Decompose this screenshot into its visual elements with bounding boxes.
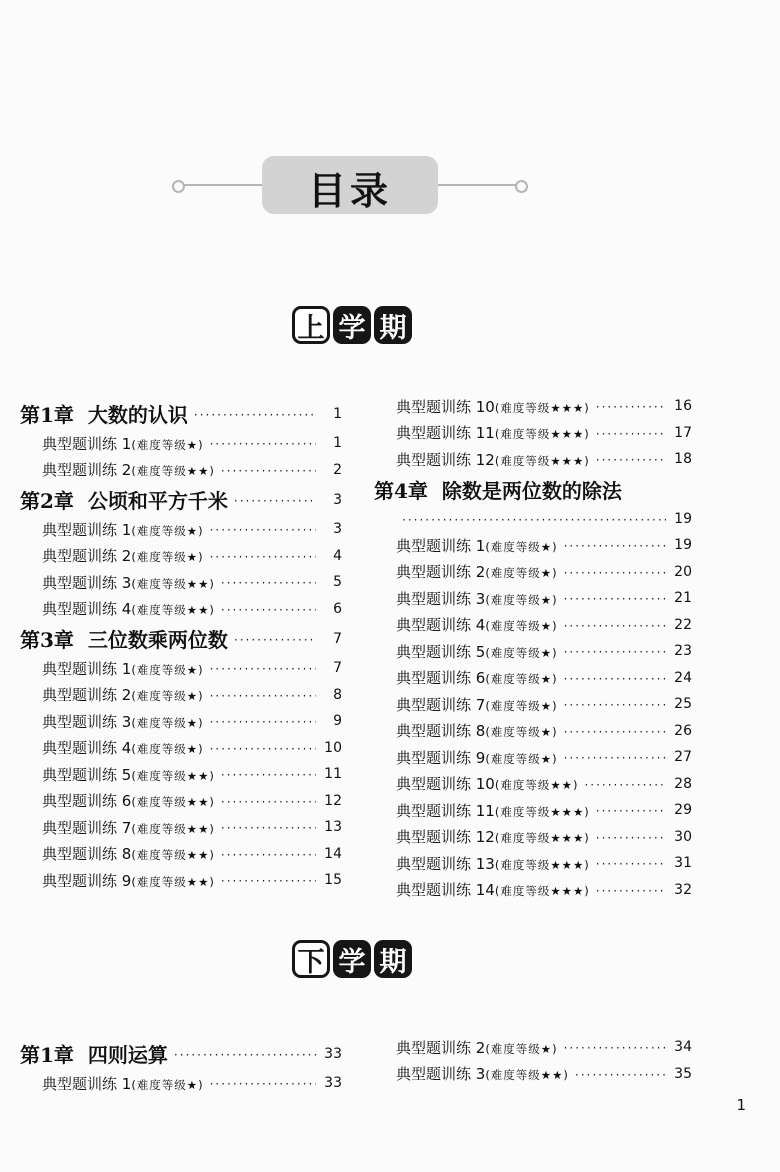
item-title: [396, 773, 578, 794]
difficulty-label: (难度等级★): [131, 689, 204, 704]
page-ref: 30: [674, 828, 692, 845]
dot-leader: [564, 645, 666, 657]
page-ref: 4: [333, 547, 342, 564]
page-ref: 34: [674, 1039, 692, 1056]
toc-item-row: [20, 841, 342, 868]
title-box: [262, 156, 438, 214]
item-name: 典型题训练 3: [396, 589, 486, 608]
toc-item-row: [374, 797, 692, 824]
dot-leader: [221, 464, 316, 476]
toc-item-row: [374, 718, 692, 745]
page-ref: 35: [674, 1065, 692, 1082]
difficulty-label: (难度等级★): [131, 715, 204, 730]
toc-item-row: [374, 1034, 692, 1061]
item-name: 典型题训练 8: [42, 845, 132, 864]
dot-leader: [596, 884, 666, 896]
page-ref: 31: [674, 855, 692, 872]
page-ref: 19: [674, 537, 692, 554]
toc-item-row: [374, 612, 692, 639]
page-ref: 32: [674, 881, 692, 898]
item-name: 典型题训练 7: [42, 818, 132, 837]
item-title: [42, 459, 215, 480]
item-name: 典型题训练 7: [396, 695, 486, 714]
difficulty-label: (难度等级★★★): [494, 427, 590, 442]
toc-column-upper-right: [374, 393, 692, 903]
difficulty-label: (难度等级★): [131, 437, 204, 452]
item-name: 典型题训练 5: [42, 765, 132, 784]
difficulty-label: (难度等级★★★): [494, 453, 590, 468]
dot-leader: [210, 1077, 316, 1089]
item-name: 典型题训练 2: [396, 563, 486, 582]
toc-item-row: [20, 516, 342, 543]
item-name: 典型题训练 10: [396, 397, 495, 416]
item-title: [396, 1063, 569, 1084]
item-title: [42, 598, 215, 619]
semester-char: 期: [374, 940, 412, 978]
page-ref: 15: [324, 872, 342, 889]
dot-leader: [234, 633, 316, 645]
difficulty-label: (难度等级★): [485, 672, 558, 687]
page-ref: 7: [333, 660, 342, 677]
page-ref: 11: [324, 766, 342, 783]
dot-leader: [564, 725, 666, 737]
dot-leader: [234, 494, 316, 506]
dot-leader: [564, 672, 666, 684]
dot-leader: [564, 619, 666, 631]
toc-item-row: [20, 788, 342, 815]
page-ref: 6: [333, 600, 342, 617]
item-name: 典型题训练 3: [396, 1065, 486, 1084]
title-rule-left: [182, 184, 272, 186]
toc-chapter-row: [20, 397, 342, 430]
difficulty-label: (难度等级★★): [131, 464, 215, 479]
dot-leader: [596, 453, 666, 465]
item-name: 典型题训练 4: [42, 739, 132, 758]
page-title: 目录: [307, 169, 392, 213]
toc-item-row: [374, 393, 692, 420]
difficulty-label: (难度等级★★): [485, 1068, 569, 1083]
page-ref: 27: [674, 749, 692, 766]
dot-leader: [221, 576, 316, 588]
item-name: 典型题训练 4: [42, 600, 132, 619]
dot-leader: [210, 550, 316, 562]
toc-item-row: [20, 761, 342, 788]
item-title: [42, 519, 204, 540]
toc-column-upper-left: [20, 397, 342, 894]
difficulty-label: (难度等级★): [131, 1077, 204, 1092]
item-title: [42, 870, 215, 891]
item-name: 典型题训练 14: [396, 881, 495, 900]
difficulty-label: (难度等级★): [485, 619, 558, 634]
item-name: 典型题训练 12: [396, 450, 495, 469]
item-name: 典型题训练 1: [42, 434, 132, 453]
difficulty-label: (难度等级★): [131, 523, 204, 538]
semester-char: 学: [333, 940, 371, 978]
semester-header-lower: [292, 940, 412, 978]
dot-leader: [596, 804, 666, 816]
difficulty-label: (难度等级★★): [494, 778, 579, 793]
toc-item-row: [20, 596, 342, 623]
difficulty-label: (难度等级★★★): [494, 804, 590, 819]
item-title: [396, 449, 590, 470]
item-name: 典型题训练 9: [42, 871, 132, 890]
difficulty-label: (难度等级★★): [131, 768, 215, 783]
item-title: [396, 1037, 558, 1058]
difficulty-label: (难度等级★): [485, 751, 558, 766]
toc-item-row: [374, 532, 692, 559]
item-title: [396, 535, 558, 556]
item-title: [396, 396, 590, 417]
page-ref: 33: [324, 1045, 342, 1062]
toc-item-row: [20, 430, 342, 457]
difficulty-label: (难度等级★★★): [494, 857, 590, 872]
item-name: 典型题训练 3: [42, 573, 132, 592]
dot-leader: [221, 795, 316, 807]
toc-column-lower-right: [374, 1034, 692, 1087]
page-ref: 19: [674, 510, 692, 527]
title-ornament-right: [515, 180, 528, 193]
page-ref: 3: [333, 521, 342, 538]
item-name: 典型题训练 1: [396, 536, 486, 555]
item-title: [42, 843, 215, 864]
chapter-number: 第2章: [20, 489, 74, 513]
chapter-name: 大数的认识: [87, 403, 188, 427]
difficulty-label: (难度等级★): [485, 725, 558, 740]
difficulty-label: (难度等级★★★): [494, 884, 590, 899]
toc-continuation-row: [374, 506, 692, 533]
item-title: [42, 1073, 204, 1094]
item-title: [396, 561, 558, 582]
toc-chapter-row: [20, 1037, 342, 1070]
dot-leader: [210, 689, 316, 701]
toc-item-row: [374, 559, 692, 586]
page-number: 1: [736, 1096, 746, 1114]
chapter-number: 第1章: [20, 403, 74, 427]
item-name: 典型题训练 10: [396, 775, 495, 794]
page-ref: 3: [333, 491, 342, 508]
toc-item-row: [374, 585, 692, 612]
toc-item-row: [20, 655, 342, 682]
page-ref: 9: [333, 713, 342, 730]
page-ref: 13: [324, 819, 342, 836]
page-ref: 8: [333, 686, 342, 703]
page-ref: 12: [324, 792, 342, 809]
item-name: 典型题训练 13: [396, 854, 495, 873]
item-name: 典型题训练 6: [42, 792, 132, 811]
item-name: 典型题训练 1: [42, 1074, 132, 1093]
item-name: 典型题训练 2: [42, 461, 132, 480]
item-name: 典型题训练 1: [42, 659, 132, 678]
item-name: 典型题训练 11: [396, 801, 495, 820]
difficulty-label: (难度等级★★): [131, 874, 215, 889]
item-name: 典型题训练 2: [42, 547, 132, 566]
dot-leader: [210, 662, 316, 674]
dot-leader: [596, 857, 666, 869]
page-ref: 33: [324, 1075, 342, 1092]
toc-item-row: [20, 708, 342, 735]
dot-leader: [596, 427, 666, 439]
chapter-title: [20, 485, 228, 514]
toc-item-row: [374, 420, 692, 447]
toc-item-row: [374, 771, 692, 798]
chapter-name: 三位数乘两位数: [87, 628, 228, 652]
item-title: [396, 879, 590, 900]
toc-item-row: [20, 543, 342, 570]
chapter-number: 第1章: [20, 1043, 74, 1067]
chapter-name: 公顷和平方千米: [87, 489, 228, 513]
difficulty-label: (难度等级★): [131, 550, 204, 565]
difficulty-label: (难度等级★): [485, 1041, 558, 1056]
page-ref: 28: [674, 775, 692, 792]
item-name: 典型题训练 1: [42, 520, 132, 539]
item-title: [396, 614, 558, 635]
dot-leader: [221, 874, 316, 886]
page-ref: 20: [674, 563, 692, 580]
title-ornament-left: [172, 180, 185, 193]
dot-leader: [402, 513, 666, 525]
page-ref: 23: [674, 643, 692, 660]
dot-leader: [564, 698, 666, 710]
item-title: [42, 658, 204, 679]
item-title: [42, 711, 204, 732]
item-name: 典型题训练 9: [396, 748, 486, 767]
title-rule-right: [428, 184, 518, 186]
difficulty-label: (难度等级★★): [131, 821, 215, 836]
dot-leader: [564, 751, 666, 763]
item-title: [396, 747, 558, 768]
item-name: 典型题训练 6: [396, 669, 486, 688]
dot-leader: [564, 592, 666, 604]
toc-item-row: [374, 1061, 692, 1088]
item-title: [396, 800, 590, 821]
semester-char: 学: [333, 306, 371, 344]
dot-leader: [210, 742, 316, 754]
page-ref: 2: [333, 461, 342, 478]
toc-chapter-row: [20, 483, 342, 516]
dot-leader: [210, 523, 316, 535]
toc-item-row: [374, 877, 692, 904]
dot-leader: [564, 1041, 666, 1053]
page-ref: 26: [674, 722, 692, 739]
toc-item-row: [20, 457, 342, 484]
page-ref: 16: [674, 398, 692, 415]
toc-item-row: [374, 691, 692, 718]
item-title: [42, 545, 204, 566]
chapter-name: 四则运算: [87, 1043, 168, 1067]
toc-item-row: [374, 824, 692, 851]
chapter-name: 除数是两位数的除法: [441, 478, 622, 503]
item-title: [396, 588, 558, 609]
difficulty-label: (难度等级★): [485, 566, 558, 581]
item-title: [396, 694, 558, 715]
item-title: [396, 853, 590, 874]
item-name: 典型题训练 2: [42, 686, 132, 705]
page-ref: 17: [674, 424, 692, 441]
toc-item-row: [20, 682, 342, 709]
page-ref: 10: [324, 739, 342, 756]
dot-leader: [221, 848, 316, 860]
item-name: 典型题训练 4: [396, 616, 486, 635]
toc-item-row: [20, 1070, 342, 1097]
toc-item-row: [374, 850, 692, 877]
chapter-number: 第4章: [374, 478, 428, 503]
difficulty-label: (难度等级★): [485, 539, 558, 554]
dot-leader: [174, 1048, 316, 1060]
item-title: [42, 737, 204, 758]
item-title: [42, 764, 215, 785]
toc-chapter-row: [20, 622, 342, 655]
toc-item-row: [20, 735, 342, 762]
difficulty-label: (难度等级★): [485, 698, 558, 713]
chapter-title: [20, 624, 228, 653]
chapter-title: [20, 399, 188, 428]
dot-leader: [221, 821, 316, 833]
dot-leader: [575, 1068, 666, 1080]
dot-leader: [221, 768, 316, 780]
semester-char: 期: [374, 306, 412, 344]
semester-char: 上: [292, 306, 330, 344]
semester-char: 下: [292, 940, 330, 978]
dot-leader: [564, 566, 666, 578]
item-name: 典型题训练 12: [396, 828, 495, 847]
item-title: [396, 641, 558, 662]
page-ref: 5: [333, 574, 342, 591]
dot-leader: [584, 778, 666, 790]
page-ref: 21: [674, 590, 692, 607]
difficulty-label: (难度等级★★): [131, 603, 215, 618]
dot-leader: [210, 437, 316, 449]
toc-item-row: [20, 814, 342, 841]
chapter-title: [20, 1039, 168, 1068]
item-name: 典型题训练 8: [396, 722, 486, 741]
dot-leader: [564, 539, 666, 551]
item-title: [396, 826, 590, 847]
dot-leader: [596, 831, 666, 843]
item-name: 典型题训练 2: [396, 1038, 486, 1057]
toc-item-row: [374, 446, 692, 473]
difficulty-label: (难度等级★): [485, 592, 558, 607]
chapter-number: 第3章: [20, 628, 74, 652]
difficulty-label: (难度等级★★★): [494, 400, 590, 415]
item-name: 典型题训练 3: [42, 712, 132, 731]
dot-leader: [596, 400, 666, 412]
title-banner: [170, 150, 530, 220]
semester-header-upper: [292, 306, 412, 344]
page-ref: 22: [674, 616, 692, 633]
toc-item-row: [374, 638, 692, 665]
item-name: 典型题训练 5: [396, 642, 486, 661]
page-ref: 1: [333, 435, 342, 452]
page-ref: 18: [674, 451, 692, 468]
difficulty-label: (难度等级★★★): [494, 831, 590, 846]
toc-column-lower-left: [20, 1037, 342, 1097]
item-title: [396, 720, 558, 741]
difficulty-label: (难度等级★): [131, 662, 204, 677]
dot-leader: [194, 408, 316, 420]
toc-chapter-row: [374, 473, 692, 506]
item-title: [42, 817, 215, 838]
item-name: 典型题训练 11: [396, 424, 495, 443]
difficulty-label: (难度等级★★): [131, 795, 215, 810]
toc-item-row: [374, 744, 692, 771]
dot-leader: [210, 715, 316, 727]
item-title: [42, 684, 204, 705]
difficulty-label: (难度等级★★): [131, 576, 215, 591]
chapter-title: [374, 475, 622, 504]
page-ref: 1: [333, 405, 342, 422]
page-ref: 14: [324, 845, 342, 862]
item-title: [396, 667, 558, 688]
item-title: [42, 433, 204, 454]
item-title: [396, 422, 590, 443]
item-title: [42, 572, 215, 593]
toc-item-row: [374, 665, 692, 692]
page-ref: 7: [333, 630, 342, 647]
item-title: [42, 790, 215, 811]
page-ref: 24: [674, 669, 692, 686]
page-ref: 29: [674, 802, 692, 819]
difficulty-label: (难度等级★★): [131, 848, 215, 863]
difficulty-label: (难度等级★): [485, 645, 558, 660]
toc-item-row: [20, 569, 342, 596]
page-ref: 25: [674, 696, 692, 713]
dot-leader: [221, 603, 316, 615]
toc-item-row: [20, 867, 342, 894]
difficulty-label: (难度等级★): [131, 742, 204, 757]
